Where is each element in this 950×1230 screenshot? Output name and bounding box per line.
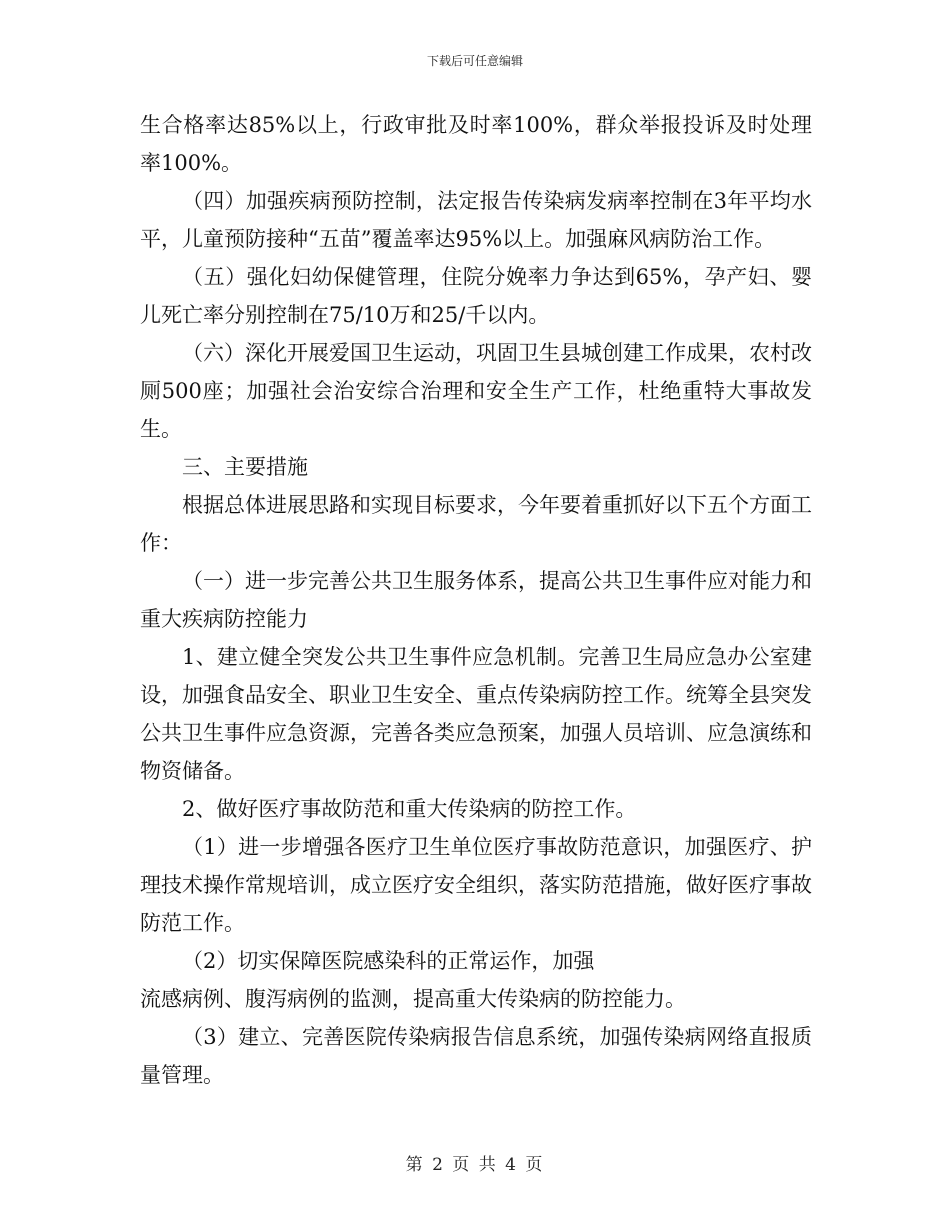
paragraph-subpoint-2-continued: 流感病例、腹泻病例的监测，提高重大传染病的防控能力。 [140,987,686,1011]
page-number: 第 2 页 共 4 页 [405,1155,545,1175]
subsection-heading: （一）进一步完善公共卫生服务体系，提高公共卫生事件应对能力和重大疾病防控能力 [140,569,812,631]
paragraph-point-1: 1、建立健全突发公共卫生事件应急机制。完善卫生局应急办公室建设，加强食品安全、职业卫生安全、重点传染病防控工作。统筹全县突发公共卫生事件应急资源，完善各类应急预案，加强人员培训、应急演练和物资储备。 [140,645,812,783]
page-header: 下载后可任意编辑 [426,54,523,68]
paragraph-item-5: （五）强化妇幼保健管理，住院分娩率力争达到65%，孕产妇、婴儿死亡率分别控制在75/10万和25/千以内。 [140,265,812,327]
paragraph-item-6: （六）深化开展爱国卫生运动，巩固卫生县城创建工作成果，农村改厕500座；加强社会治安综合治理和安全生产工作，杜绝重特大事故发生。 [140,341,812,441]
paragraph-continuation: 生合格率达85%以上，行政审批及时率100%，群众举报投诉及时处理率100%。 [140,113,812,175]
paragraph-subpoint-2: （2）切实保障医院感染科的正常运作，加强 [182,949,595,973]
paragraph-item-4: （四）加强疾病预防控制，法定报告传染病发病率控制在3年平均水平，儿童预防接种“五苗”覆盖率达95%以上。加强麻风病防治工作。 [140,189,812,251]
paragraph-intro: 根据总体进展思路和实现目标要求，今年要着重抓好以下五个方面工作： [140,493,812,555]
paragraph-subpoint-3: （3）建立、完善医院传染病报告信息系统，加强传染病网络直报质量管理。 [140,1025,812,1087]
document-body [140,106,812,1094]
paragraph-point-2: 2、做好医疗事故防范和重大传染病的防控工作。 [182,797,637,821]
section-heading: 三、主要措施 [182,455,308,479]
paragraph-subpoint-1: （1）进一步增强各医疗卫生单位医疗事故防范意识，加强医疗、护理技术操作常规培训，成立医疗安全组织，落实防范措施，做好医疗事故防范工作。 [140,835,812,935]
